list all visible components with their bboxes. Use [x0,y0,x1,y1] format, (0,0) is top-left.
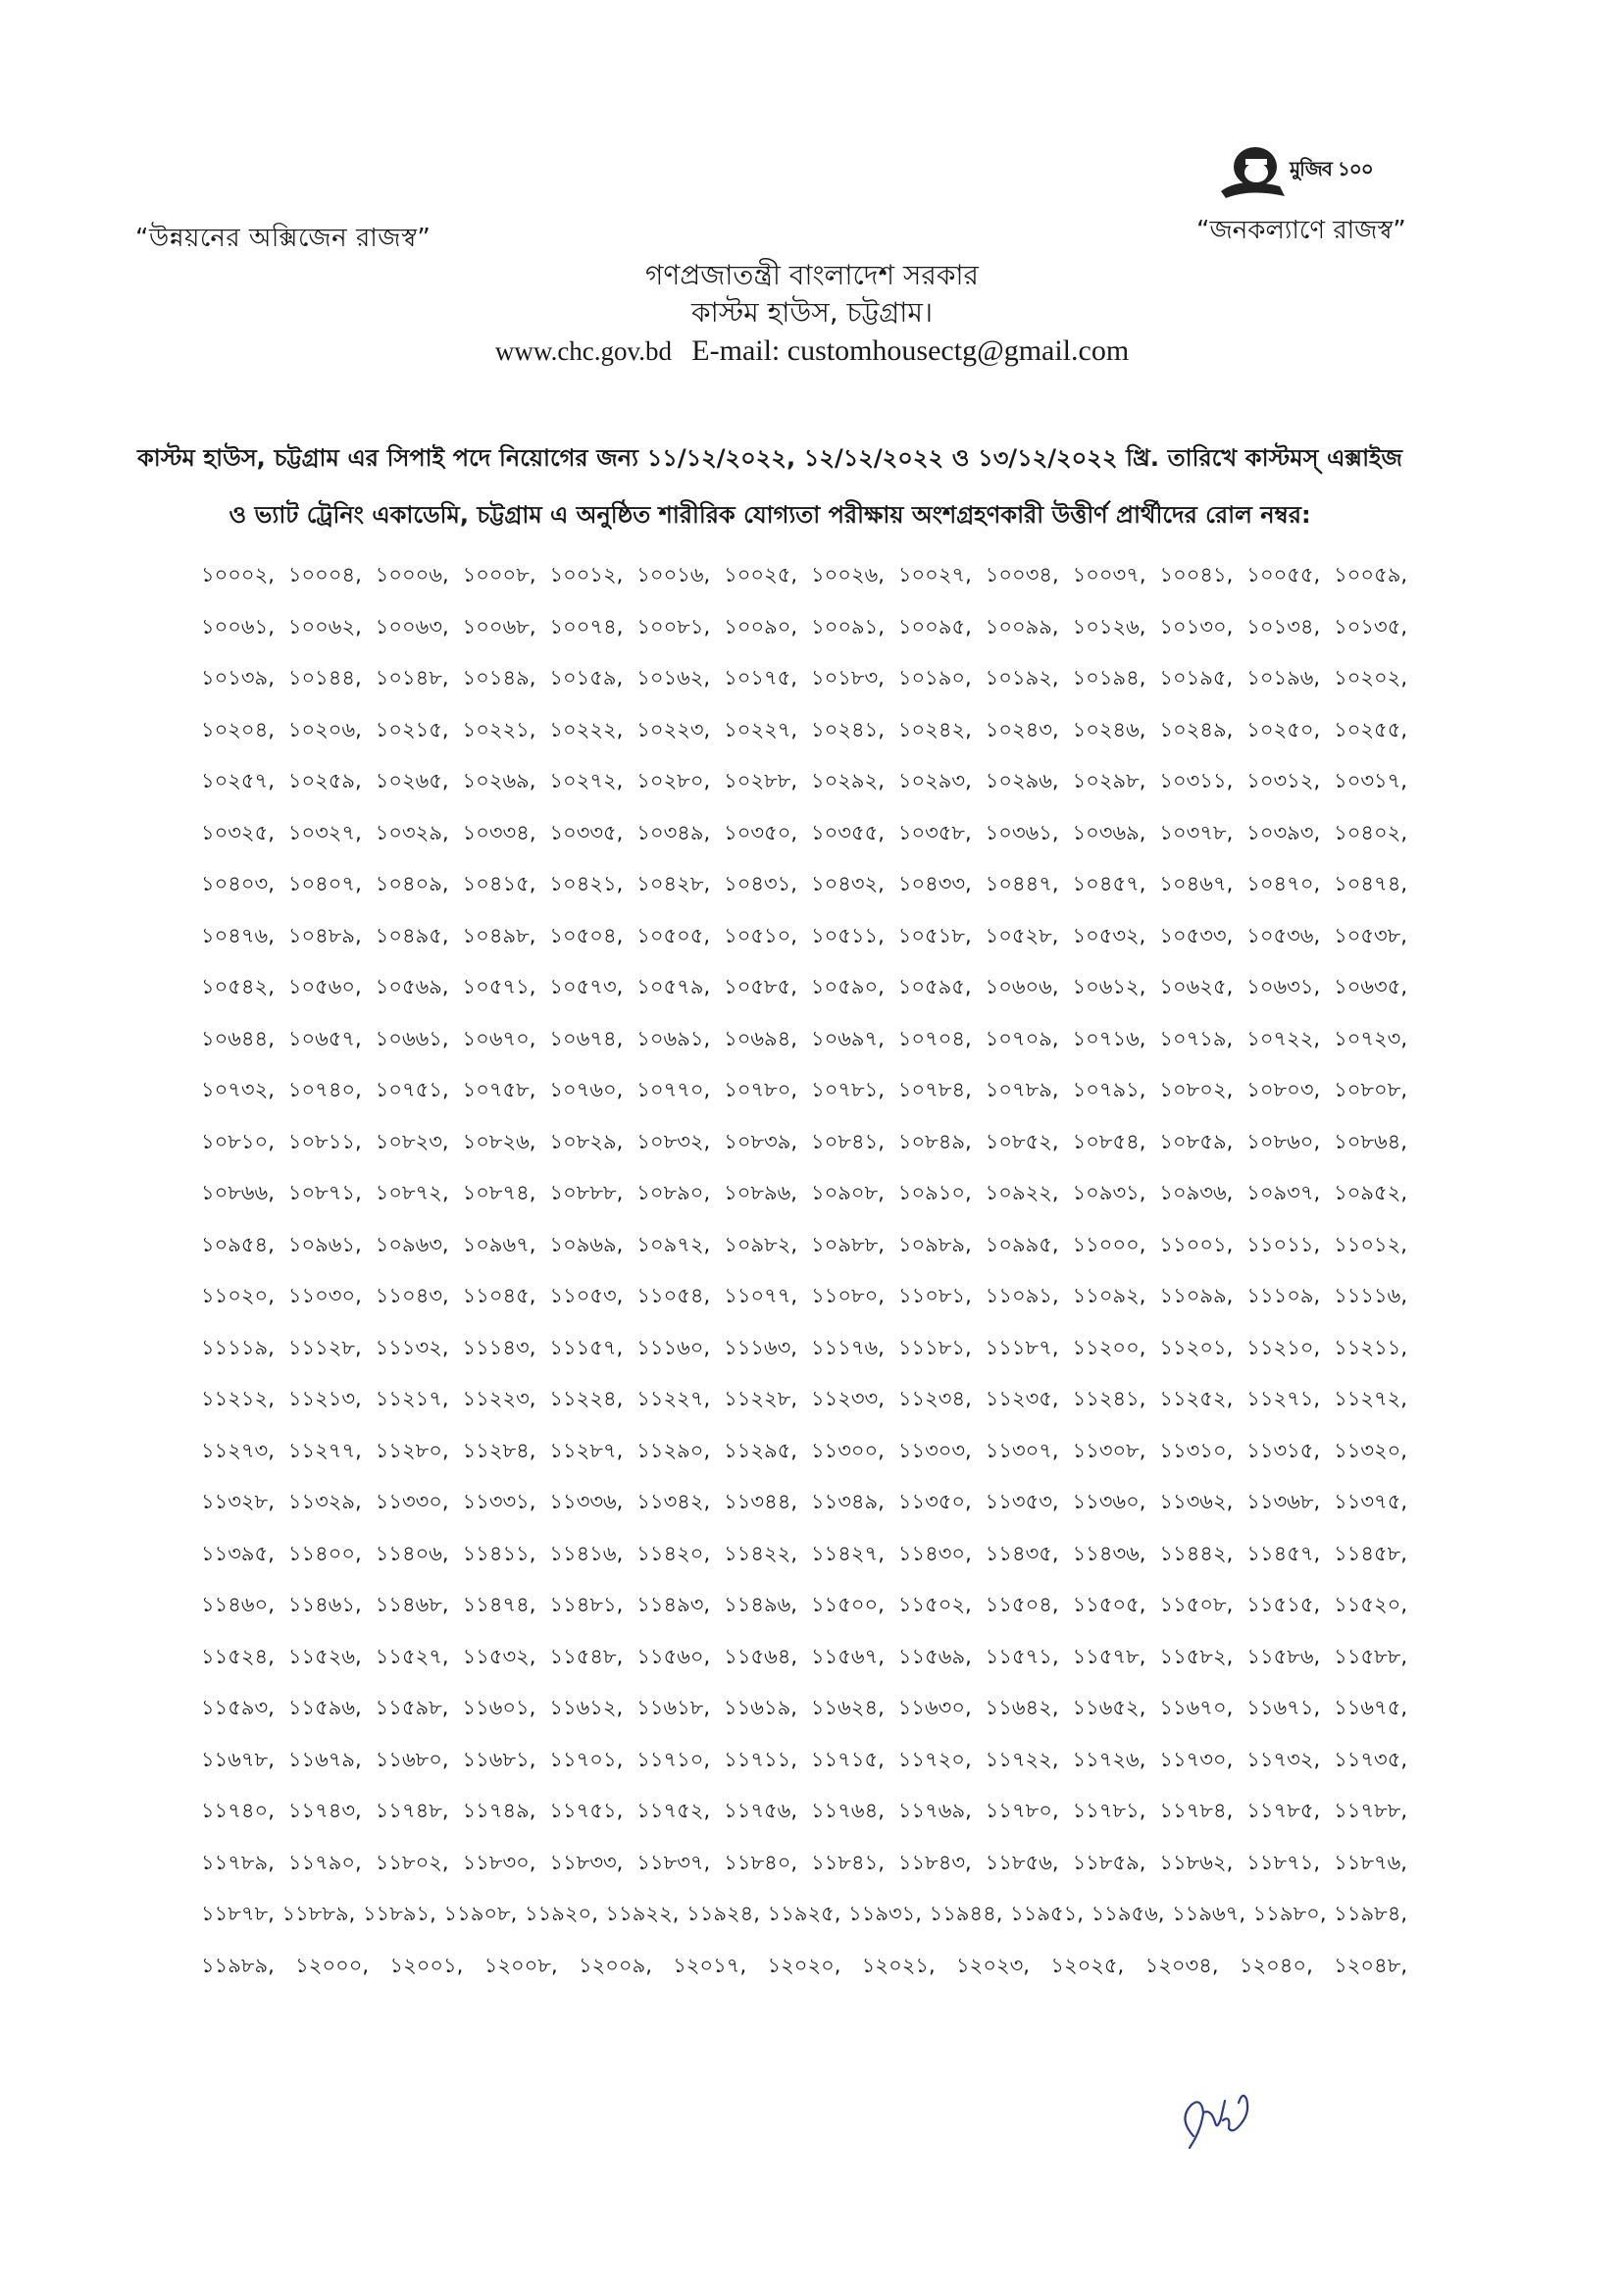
mujib-100-logo [1201,137,1407,216]
contact-line [0,331,1624,371]
website-link: www.chc.gov.bd [494,336,673,366]
signature-image [1172,2079,1280,2158]
logo-text: মুজিব ১০০ [1290,157,1373,180]
office-header [0,257,1624,371]
roll-number-list: ১০০০২, ১০০০৪, ১০০০৬, ১০০০৮, ১০০১২, ১০০১৬, ১০০২৫, ১০০২৬, ১০০২৭, ১০০৩৪, ১০০৩৭, ১০০৪১, ১০০৫৫, ১০০৫৯, ১০০৬১, ১০০৬২, ১০০৬৩, ১০০৬৮, ১০০৭৪, ১০০৮১, ১০০৯০, ১০০৯১, ১০০৯৫, ১০০৯৯, ১০১২৬, ১০১৩০, ১০১৩৪, ১০১৩৫, ১০১৩৯, ১০১৪৪, ১০১৪৮, ১০১৪৯, ১০১৫৯, ১০১৬২, ১০১৭৫, ১০১৮৩, ১০১৯০, ১০১৯২, ১০১৯৪, ১০১৯৫, ১০১৯৬, ১০২০২, ১০২০৪, ১০২০৬, ১০২১৫, ১০২২১, ১০২২২, ১০২২৩, ১০২২৭, ১০২৪১, ১০২৪২, ১০২৪৩, ১০২৪৬, ১০২৪৯, ১০২৫০, ১০২৫৫, ১০২৫৭, ১০২৫৯, ১০২৬৫, ১০২৬৯, ১০২৭২, ১০২৮০, ১০২৮৮, ১০২৯২, ১০২৯৩, ১০২৯৬, ১০২৯৮, ১০৩১১, ১০৩১২, ১০৩১৭, ১০৩২৫, ১০৩২৭, ১০৩২৯, ১০৩৩৪, ১০৩৩৫, ১০৩৪৯, ১০৩৫০, ১০৩৫৫, ১০৩৫৮, ১০৩৬১, ১০৩৬৯, ১০৩৭৮, ১০৩৯৩, ১০৪০২, ১০৪০৩, ১০৪০৭, ১০৪০৯, ১০৪১৫, ১০৪২১, ১০৪২৮, ১০৪৩১, ১০৪৩২, ১০৪৩৩, ১০৪৪৭, ১০৪৫৭, ১০৪৬৭, ১০৪৭০, ১০৪৭৪, ১০৪৭৬, ১০৪৮৯, ১০৪৯৫, ১০৪৯৮, ১০৫০৪, ১০৫০৫, ১০৫১০, ১০৫১১, ১০৫১৮, ১০৫২৮, ১০৫৩২, ১০৫৩৩, ১০৫৩৬, ১০৫৩৮, ১০৫৪২, ১০৫৬০, ১০৫৬৯, ১০৫৭১, ১০৫৭৩, ১০৫৭৯, ১০৫৮৫, ১০৫৯০, ১০৫৯৫, ১০৬০৬, ১০৬১২, ১০৬২৫, ১০৬৩১, ১০৬৩৫, ১০৬৪৪, ১০৬৫৭, ১০৬৬১, ১০৬৭০, ১০৬৭৪, ১০৬৯১, ১০৬৯৪, ১০৬৯৭, ১০৭০৪, ১০৭০৯, ১০৭১৬, ১০৭১৯, ১০৭২২, ১০৭২৩, ১০৭৩২, ১০৭৪০, ১০৭৫১, ১০৭৫৮, ১০৭৬০, ১০৭৭০, ১০৭৮০, ১০৭৮১, ১০৭৮৪, ১০৭৮৯, ১০৭৯১, ১০৮০২, ১০৮০৩, ১০৮০৮, ১০৮১০, ১০৮১১, ১০৮২৩, ১০৮২৬, ১০৮২৯, ১০৮৩২, ১০৮৩৯, ১০৮৪১, ১০৮৪৯, ১০৮৫২, ১০৮৫৪, ১০৮৫৯, ১০৮৬০, ১০৮৬৪, ১০৮৬৬, ১০৮৭১, ১০৮৭২, ১০৮৭৪, ১০৮৮৮, ১০৮৯০, ১০৮৯৬, ১০৯০৮, ১০৯১০, ১০৯২২, ১০৯৩১, ১০৯৩৬, ১০৯৩৭, ১০৯৫২, ১০৯৫৪, ১০৯৬১, ১০৯৬৩, ১০৯৬৭, ১০৯৬৯, ১০৯৭২, ১০৯৮২, ১০৯৮৮, ১০৯৮৯, ১০৯৯৫, ১১০০০, ১১০০১, ১১০১১, ১১০১২, ১১০২০, ১১০৩০, ১১০৪৩, ১১০৪৫, ১১০৫৩, ১১০৫৪, ১১০৭৭, ১১০৮০, ১১০৮১, ১১০৯১, ১১০৯২, ১১০৯৯, ১১১০৯, ১১১১৬, ১১১১৯, ১১১২৮, ১১১৩২, ১১১৪৩, ১১১৫৭, ১১১৬০, ১১১৬৩, ১১১৭৬, ১১১৮১, ১১১৮৭, ১১২০০, ১১২০১, ১১২১০, ১১২১১, ১১২১২, ১১২১৩, ১১২১৭, ১১২২৩, ১১২২৪, ১১২২৭, ১১২২৮, ১১২৩৩, ১১২৩৪, ১১২৩৫, ১১২৪১, ১১২৫২, ১১২৭১, ১১২৭২, ১১২৭৩, ১১২৭৭, ১১২৮০, ১১২৮৪, ১১২৮৭, ১১২৯০, ১১২৯৫, ১১৩০০, ১১৩০৩, ১১৩০৭, ১১৩০৮, ১১৩১০, ১১৩১৫, ১১৩২০, ১১৩২৮, ১১৩২৯, ১১৩৩০, ১১৩৩১, ১১৩৩৬, ১১৩৪২, ১১৩৪৪, ১১৩৪৯, ১১৩৫০, ১১৩৫৩, ১১৩৬০, ১১৩৬২, ১১৩৬৮, ১১৩৭৫, ১১৩৯৫, ১১৪০০, ১১৪০৬, ১১৪১১, ১১৪১৬, ১১৪২০, ১১৪২২, ১১৪২৭, ১১৪৩০, ১১৪৩৫, ১১৪৩৬, ১১৪৪২, ১১৪৫৭, ১১৪৫৮, ১১৪৬০, ১১৪৬১, ১১৪৬৮, ১১৪৭৪, ১১৪৮১, ১১৪৯৩, ১১৪৯৬, ১১৫০০, ১১৫০২, ১১৫০৪, ১১৫০৫, ১১৫০৮, ১১৫১৫, ১১৫২০, ১১৫২৪, ১১৫২৬, ১১৫২৭, ১১৫৩২, ১১৫৪৮, ১১৫৬০, ১১৫৬৪, ১১৫৬৭, ১১৫৬৯, ১১৫৭১, ১১৫৭৮, ১১৫৮২, ১১৫৮৬, ১১৫৮৮, ১১৫৯৩, ১১৫৯৬, ১১৫৯৮, ১১৬০১, ১১৬১২, ১১৬১৮, ১১৬১৯, ১১৬২৪, ১১৬৩০, ১১৬৪২, ১১৬৫২, ১১৬৭০, ১১৬৭১, ১১৬৭৫, ১১৬৭৮, ১১৬৭৯, ১১৬৮০, ১১৬৮১, ১১৭০১, ১১৭১০, ১১৭১১, ১১৭১৫, ১১৭২০, ১১৭২২, ১১৭২৬, ১১৭৩০, ১১৭৩২, ১১৭৩৫, ১১৭৪০, ১১৭৪৩, ১১৭৪৮, ১১৭৪৯, ১১৭৫১, ১১৭৫২, ১১৭৫৬, ১১৭৬৪, ১১৭৬৯, ১১৭৮০, ১১৭৮১, ১১৭৮৪, ১১৭৮৫, ১১৭৮৮, ১১৭৮৯, ১১৭৯০, ১১৮০২, ১১৮৩০, ১১৮৩৩, ১১৮৩৭, ১১৮৪০, ১১৮৪১, ১১৮৪৩, ১১৮৫৬, ১১৮৫৯, ১১৮৬২, ১১৮৭১, ১১৮৭৬, ১১৮৭৮, ১১৮৮৯, ১১৮৯১, ১১৯০৮, ১১৯২০, ১১৯২২, ১১৯২৪, ১১৯২৫, ১১৯৩১, ১১৯৪৪, ১১৯৫১, ১১৯৫৬, ১১৯৬৭, ১১৯৮০, ১১৯৮৪, ১১৯৮৯, ১২০০০, ১২০০১, ১২০০৮, ১২০০৯, ১২০১৭, ১২০২০, ১২০২১, ১২০২৩, ১২০২৫, ১২০৩৪, ১২০৪০, ১২০৪৮, [201,563,1407,1977]
notice-heading: কাস্টম হাউস, চট্টগ্রাম এর সিপাই পদে নিয়োগের জন্য ১১/১২/২০২২, ১২/১২/২০২২ ও ১৩/১২/২০২২ খ্রি. তারিখে কাস্টমস্ এক্সাইজ ও ভ্যাট ট্রেনিং একাডেমি, চট্টগ্রাম এ অনুষ্ঠিত শারীরিক যোগ্যতা পরীক্ষায় অংশগ্রহণকারী উত্তীর্ণ প্রার্থীদের রোল নম্বর: [137,444,1402,529]
slogan-left: “উন্নয়নের অক্সিজেন রাজস্ব” [135,224,431,253]
office-name: কাস্টম হাউস, চট্টগ্রাম। [691,296,933,329]
government-name: গণপ্রজাতন্ত্রী বাংলাদেশ সরকার [645,259,979,291]
email-address: E-mail: customhousectg@gmail.com [691,334,1130,367]
slogan-right: “জনকল্যাণে রাজস্ব” [1196,216,1406,245]
